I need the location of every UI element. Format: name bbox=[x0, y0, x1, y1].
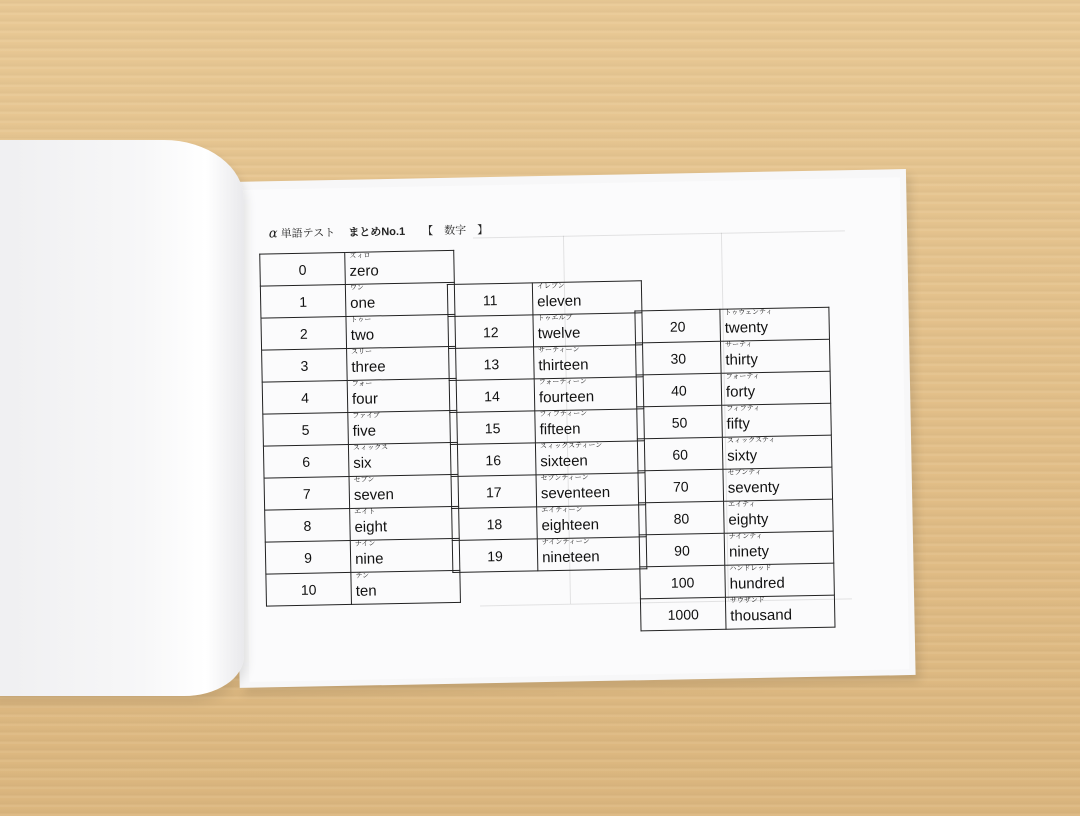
ghost-line bbox=[473, 230, 845, 238]
word-cell bbox=[720, 339, 830, 373]
vocab-row bbox=[450, 409, 645, 445]
number-cell: 100 bbox=[640, 565, 726, 599]
worksheet-header bbox=[269, 221, 489, 241]
english-word: five bbox=[352, 422, 377, 440]
vocab-row bbox=[451, 473, 646, 509]
number-cell: 15 bbox=[450, 411, 536, 445]
katakana-reading: トゥウェンティ bbox=[724, 308, 773, 317]
katakana-reading: スィックスティ bbox=[726, 436, 776, 445]
katakana-reading: フィフティーン bbox=[539, 410, 588, 419]
english-word: seventy bbox=[727, 478, 780, 497]
vocab-row bbox=[263, 442, 458, 478]
vocab-row bbox=[265, 506, 460, 542]
word-cell bbox=[348, 442, 458, 476]
katakana-reading: セブンティ bbox=[727, 469, 762, 477]
word-cell bbox=[536, 473, 646, 507]
vocab-row bbox=[640, 595, 835, 631]
vocab-row bbox=[639, 531, 834, 567]
number-cell: 40 bbox=[636, 373, 722, 407]
header-summary-number: まとめNo.1 bbox=[348, 225, 406, 239]
english-word: ten bbox=[355, 582, 377, 600]
header-topic: 【 数字 】 bbox=[422, 224, 489, 238]
word-cell bbox=[537, 537, 647, 571]
number-cell: 7 bbox=[264, 476, 350, 510]
english-word: thirty bbox=[725, 351, 759, 369]
katakana-reading: サーティ bbox=[725, 341, 753, 349]
english-word: three bbox=[351, 358, 386, 376]
vocab-row bbox=[266, 570, 461, 606]
vocab-table-2 bbox=[447, 280, 648, 573]
katakana-reading: サーティーン bbox=[538, 346, 580, 355]
vocab-row bbox=[260, 250, 455, 286]
katakana-reading: ハンドレッド bbox=[729, 564, 772, 573]
katakana-reading: セブン bbox=[353, 476, 375, 484]
english-word: thirteen bbox=[538, 356, 589, 375]
vocab-row bbox=[261, 314, 456, 350]
vocab-row bbox=[262, 378, 457, 414]
word-cell bbox=[346, 314, 456, 348]
vocab-row bbox=[636, 371, 831, 407]
number-cell: 17 bbox=[451, 475, 537, 509]
vocab-row bbox=[635, 307, 830, 343]
vocab-row bbox=[447, 281, 642, 317]
english-word: twelve bbox=[537, 324, 581, 343]
number-cell: 11 bbox=[447, 283, 533, 317]
number-cell: 13 bbox=[449, 347, 535, 381]
header-title: 単語テスト bbox=[280, 227, 336, 241]
number-cell: 90 bbox=[639, 533, 725, 567]
katakana-reading: ナインティ bbox=[728, 533, 763, 541]
number-cell: 30 bbox=[636, 341, 722, 375]
page-curl bbox=[0, 140, 244, 696]
word-cell bbox=[535, 441, 645, 475]
vocab-row bbox=[262, 346, 457, 382]
vocab-row bbox=[637, 403, 832, 439]
number-cell: 16 bbox=[450, 443, 536, 477]
number-cell: 6 bbox=[263, 444, 349, 478]
vocab-row bbox=[636, 339, 831, 375]
english-word: six bbox=[353, 454, 372, 472]
word-cell bbox=[351, 570, 461, 604]
word-cell bbox=[349, 474, 459, 508]
vocab-table-3 bbox=[634, 307, 835, 632]
vocab-row bbox=[638, 467, 833, 503]
english-word: fifty bbox=[726, 415, 751, 433]
english-word: eight bbox=[354, 518, 388, 536]
word-cell bbox=[724, 531, 834, 565]
english-word: seven bbox=[353, 486, 395, 504]
number-cell: 3 bbox=[262, 348, 348, 382]
word-cell bbox=[345, 282, 455, 316]
word-cell bbox=[720, 307, 830, 341]
word-cell bbox=[532, 281, 642, 315]
number-cell: 1 bbox=[260, 284, 346, 318]
english-word: seventeen bbox=[540, 483, 611, 503]
word-cell bbox=[535, 409, 645, 443]
vocab-row bbox=[452, 537, 647, 573]
english-word: eighty bbox=[728, 510, 769, 529]
katakana-reading: スィックスティーン bbox=[539, 442, 603, 451]
word-cell bbox=[722, 403, 832, 437]
katakana-reading: エイティーン bbox=[541, 506, 583, 515]
english-word: thousand bbox=[730, 606, 793, 625]
word-cell bbox=[723, 467, 833, 501]
word-cell bbox=[345, 250, 455, 284]
number-cell: 4 bbox=[262, 380, 348, 414]
number-cell: 18 bbox=[452, 507, 538, 541]
vocab-row bbox=[264, 474, 459, 510]
number-cell: 14 bbox=[449, 379, 535, 413]
vocab-row bbox=[640, 563, 835, 599]
katakana-reading: ワン bbox=[349, 284, 364, 292]
katakana-reading: フィフティ bbox=[726, 405, 761, 413]
vocab-row bbox=[449, 345, 644, 381]
vocab-row bbox=[260, 282, 455, 318]
english-word: two bbox=[350, 326, 375, 344]
number-cell: 5 bbox=[263, 412, 349, 446]
vocab-row bbox=[449, 377, 644, 413]
word-cell bbox=[537, 505, 647, 539]
english-word: ninety bbox=[728, 542, 770, 561]
katakana-reading: フォーティ bbox=[725, 373, 760, 381]
number-cell: 60 bbox=[637, 437, 723, 471]
number-cell: 9 bbox=[265, 540, 351, 574]
katakana-reading: スィックス bbox=[352, 444, 389, 452]
number-cell: 20 bbox=[635, 309, 721, 343]
katakana-reading: エイティ bbox=[728, 501, 756, 509]
english-word: nine bbox=[354, 550, 384, 568]
katakana-reading: トゥエルブ bbox=[537, 314, 573, 323]
english-word: fourteen bbox=[538, 388, 595, 407]
number-cell: 8 bbox=[265, 508, 351, 542]
vocab-row bbox=[265, 538, 460, 574]
katakana-reading: セブンティーン bbox=[540, 474, 589, 483]
english-word: eighteen bbox=[541, 516, 600, 535]
vocab-row bbox=[639, 499, 834, 535]
katakana-reading: ナイン bbox=[354, 540, 376, 548]
number-cell: 50 bbox=[637, 405, 723, 439]
header-alpha: α bbox=[268, 226, 278, 242]
word-cell bbox=[348, 410, 458, 444]
katakana-reading: エイト bbox=[354, 508, 376, 516]
word-cell bbox=[533, 313, 643, 347]
vocab-row bbox=[637, 435, 832, 471]
katakana-reading: ズィロ bbox=[349, 252, 371, 260]
vocab-row bbox=[263, 410, 458, 446]
katakana-reading: スリー bbox=[351, 348, 373, 356]
word-cell bbox=[350, 538, 460, 572]
number-cell: 19 bbox=[452, 539, 538, 573]
english-word: four bbox=[351, 390, 379, 408]
vocab-row bbox=[452, 505, 647, 541]
english-word: zero bbox=[349, 262, 379, 280]
word-cell bbox=[534, 377, 644, 411]
english-word: twenty bbox=[724, 318, 769, 337]
number-cell: 12 bbox=[448, 315, 534, 349]
english-word: sixty bbox=[727, 447, 758, 465]
number-cell: 2 bbox=[261, 316, 347, 350]
word-cell bbox=[347, 346, 457, 380]
katakana-reading: トゥー bbox=[350, 316, 372, 324]
word-cell bbox=[350, 506, 460, 540]
katakana-reading: ナインティーン bbox=[541, 538, 590, 547]
katakana-reading: フォーティーン bbox=[538, 378, 587, 387]
english-word: nineteen bbox=[541, 548, 600, 567]
katakana-reading: イレブン bbox=[536, 282, 565, 291]
word-cell bbox=[725, 563, 835, 597]
number-cell: 10 bbox=[266, 572, 352, 606]
number-cell: 80 bbox=[639, 501, 725, 535]
word-cell bbox=[347, 378, 457, 412]
katakana-reading: テン bbox=[355, 572, 370, 580]
worksheet-page bbox=[240, 177, 909, 682]
english-word: hundred bbox=[729, 574, 785, 593]
english-word: eleven bbox=[537, 292, 582, 311]
english-word: sixteen bbox=[540, 452, 588, 471]
number-cell: 1000 bbox=[640, 597, 726, 631]
number-cell: 70 bbox=[638, 469, 724, 503]
number-cell: 0 bbox=[260, 253, 346, 287]
word-cell bbox=[725, 595, 835, 629]
katakana-reading: フォー bbox=[351, 380, 373, 388]
katakana-reading: サウザンド bbox=[729, 597, 765, 605]
vocab-row bbox=[450, 441, 645, 477]
vocab-row bbox=[448, 313, 643, 349]
english-word: one bbox=[350, 294, 376, 312]
word-cell bbox=[724, 499, 834, 533]
word-cell bbox=[534, 345, 644, 379]
katakana-reading: ファイブ bbox=[352, 412, 381, 420]
english-word: forty bbox=[725, 383, 756, 401]
vocab-table-1 bbox=[259, 250, 461, 607]
english-word: fifteen bbox=[539, 420, 581, 439]
word-cell bbox=[722, 435, 832, 469]
word-cell bbox=[721, 371, 831, 405]
